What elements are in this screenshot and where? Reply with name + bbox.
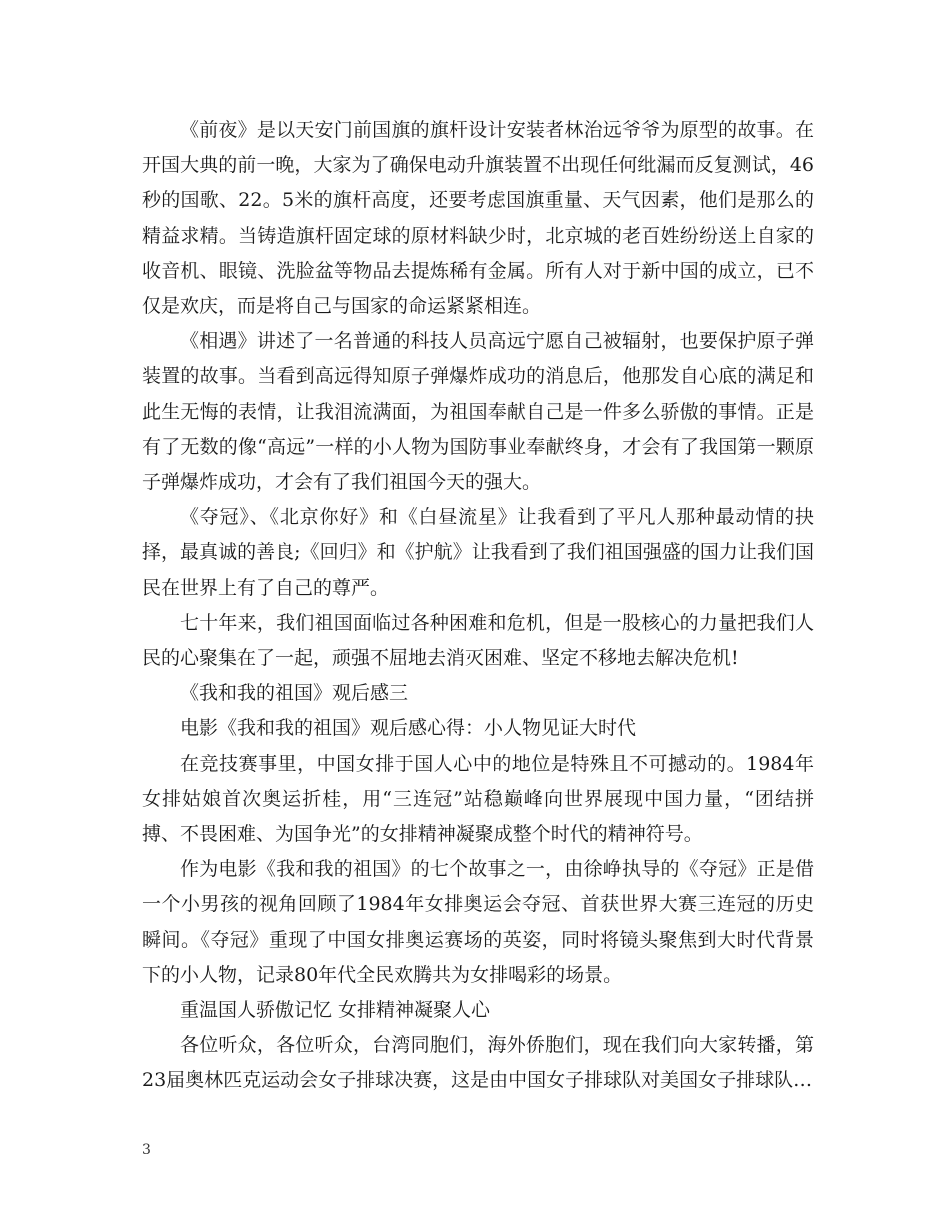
paragraph: 作为电影《我和我的祖国》的七个故事之一，由徐峥执导的《夺冠》正是借一个小男孩的视角回顾了1984年女排奥运会夺冠、首获世界大赛三连冠的历史瞬间。《夺冠》重现了中国女排奥运赛场的英姿，同时将镜头聚焦到大时代背景下的小人物，记录80年代全民欢腾共为女排喝彩的场景。 (142, 858, 814, 986)
paragraph: 七十年来，我们祖国面临过各种困难和危机，但是一股核心的力量把我们人民的心聚集在了一起，顽强不屈地去消灭困难、坚定不移地去解决危机! (142, 611, 814, 670)
paragraph: 各位听众，各位听众，台湾同胞们，海外侨胞们，现在我们向大家转播，第23届奥林匹克运动会女子排球决赛，这是由中国女子排球队对美国女子排球队… (142, 1034, 814, 1092)
paragraph: 《前夜》是以天安门前国旗的旗杆设计安装者林治远爷爷为原型的故事。在开国大典的前一晚，大家为了确保电动升旗装置不出现任何纰漏而反复测试，46秒的国歌、22。5米的旗杆高度，还要考虑国旗重量、天气因素，他们是那么的精益求精。当铸造旗杆固定球的原材料缺少时，北京城的老百姓纷纷送上自家的收音机、眼镜、洗脸盆等物品去提炼稀有金属。所有人对于新中国的成立，已不仅是欢庆，而是将自己与国家的命运紧紧相连。 (142, 119, 814, 318)
page-number: 3 (142, 1142, 151, 1158)
section-subheading: 重温国人骄傲记忆 女排精神凝聚人心 (180, 999, 491, 1022)
paragraph: 在竞技赛事里，中国女排于国人心中的地位是特殊且不可撼动的。1984年女排姑娘首次奥运折桂，用“三连冠”站稳巅峰向世界展现中国力量，“团结拼搏、不畏困难、为国争光”的女排精神凝聚成整个时代的精神符号。 (142, 752, 814, 846)
section-subheading: 电影《我和我的祖国》观后感心得：小人物见证大时代 (180, 717, 637, 740)
section-heading: 《我和我的祖国》观后感三 (180, 682, 409, 705)
paragraph: 《夺冠》、《北京你好》和《白昼流星》让我看到了平凡人那种最动情的抉择，最真诚的善良;《回归》和《护航》让我看到了我们祖国强盛的国力让我们国民在世界上有了自己的尊严。 (142, 506, 814, 599)
paragraph: 《相遇》讲述了一名普通的科技人员高远宁愿自己被辐射，也要保护原子弹装置的故事。当看到高远得知原子弹爆炸成功的消息后，他那发自心底的满足和此生无悔的表情，让我泪流满面，为祖国奉献自己是一件多么骄傲的事情。正是有了无数的像“高远”一样的小人物为国防事业奉献终身，才会有了我国第一颗原子弹爆炸成功，才会有了我们祖国今天的强大。 (142, 330, 814, 494)
document-body (142, 113, 814, 1099)
